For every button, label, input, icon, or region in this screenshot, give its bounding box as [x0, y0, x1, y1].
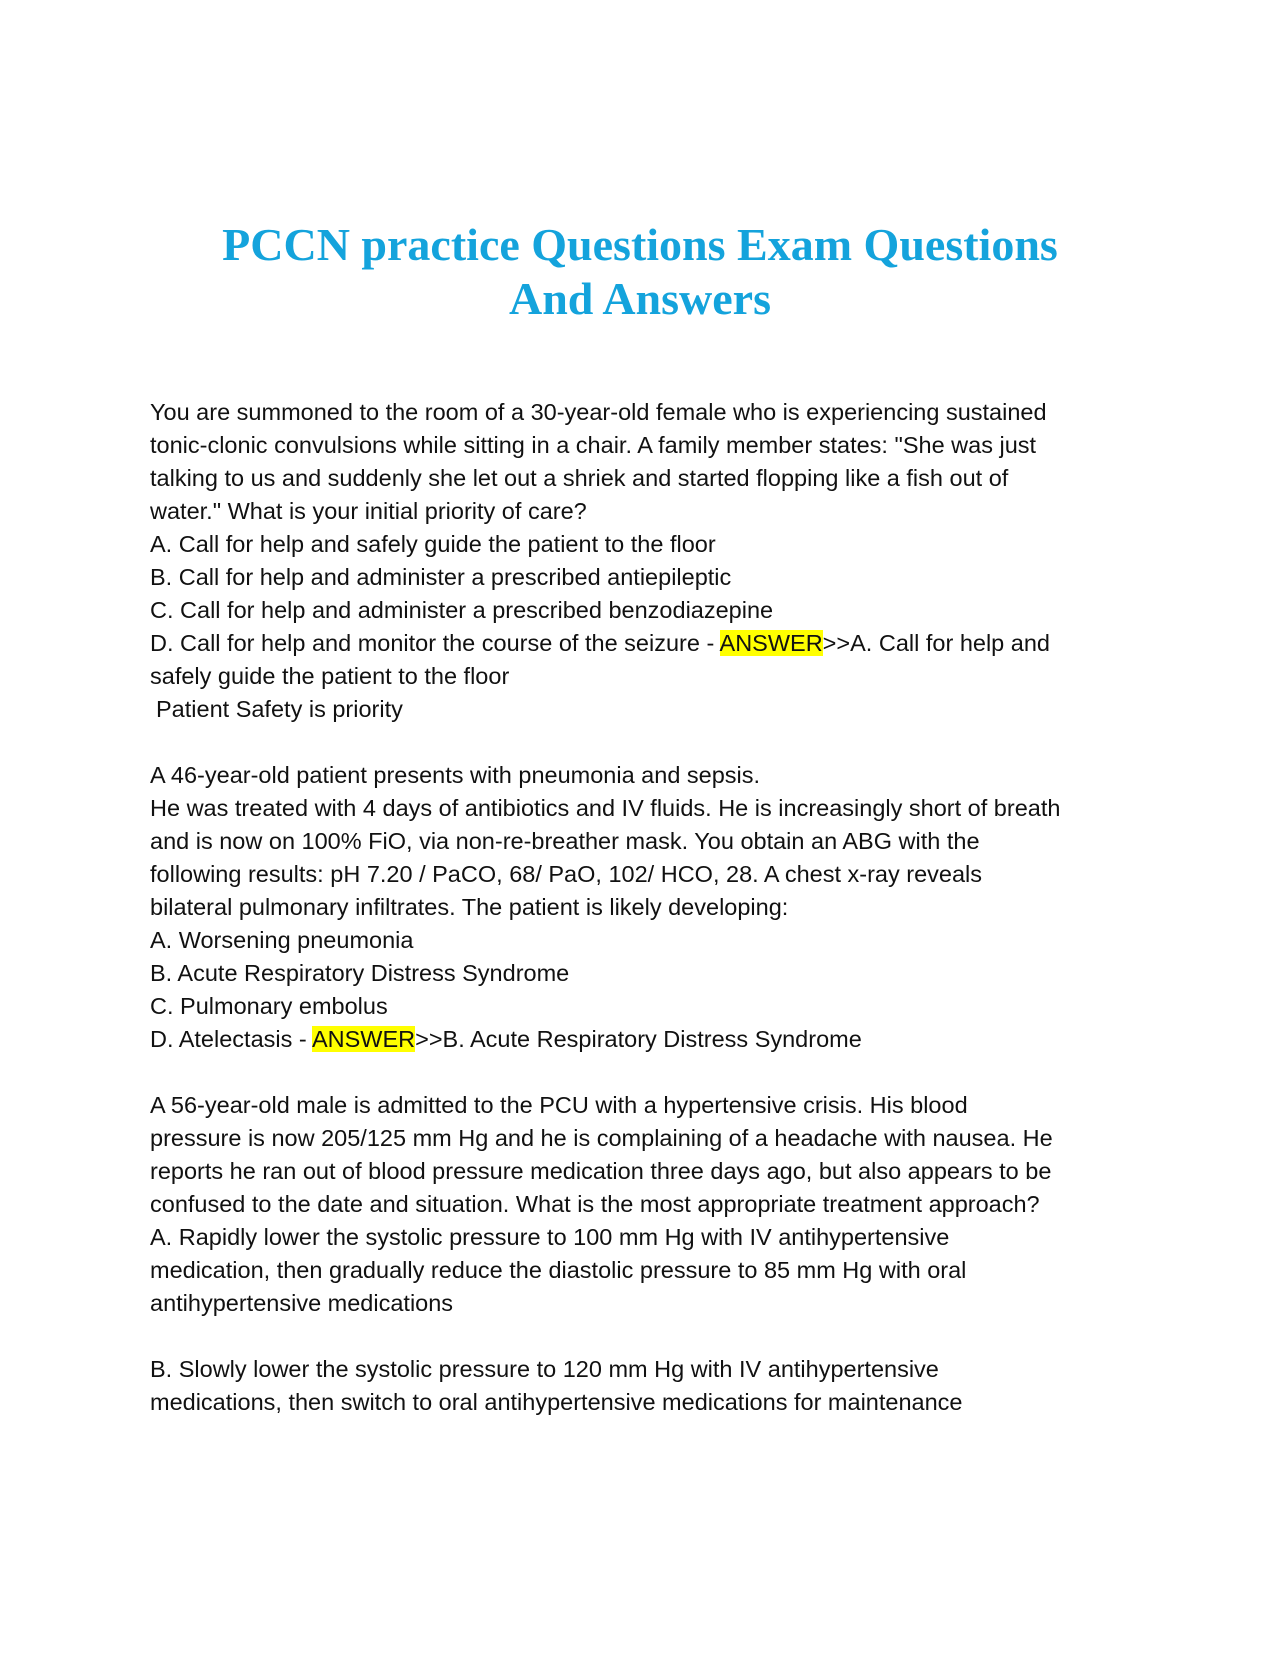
question-stem-line: He was treated with 4 days of antibiotics and IV fluids. He is increasingly short of breath — [150, 795, 1061, 821]
document-title — [130, 218, 1150, 326]
answer-option: A. Call for help and safely guide the patient to the floor — [150, 531, 716, 557]
title-line-1: PCCN practice Questions Exam Questions — [222, 219, 1058, 270]
answer-option: B. Slowly lower the systolic pressure to 120 mm Hg with IV antihypertensive — [150, 1356, 939, 1382]
question-stem-line: bilateral pulmonary infiltrates. The patient is likely developing: — [150, 894, 789, 920]
question-stem-line: A 46-year-old patient presents with pneumonia and sepsis. — [150, 762, 761, 788]
question-stem-line: You are summoned to the room of a 30-year-old female who is experiencing sustained — [150, 399, 1047, 425]
question-stem-line: confused to the date and situation. What is the most appropriate treatment approach? — [150, 1191, 1040, 1217]
answer-option: C. Pulmonary embolus — [150, 993, 388, 1019]
answer-option: medications, then switch to oral antihypertensive medications for maintenance — [150, 1389, 963, 1415]
question-stem-line: talking to us and suddenly she let out a shriek and started flopping like a fish out of — [150, 465, 1009, 491]
answer-option: antihypertensive medications — [150, 1290, 454, 1316]
question-stem-line: water." What is your initial priority of care? — [150, 498, 587, 524]
answer-option-with-answer — [150, 627, 1170, 660]
question-stem-line: following results: pH 7.20 / PaCO, 68/ PaO, 102/ HCO, 28. A chest x-ray reveals — [150, 861, 983, 887]
question-stem-line: and is now on 100% FiO, via non-re-breather mask. You obtain an ABG with the — [150, 828, 980, 854]
answer-option-with-answer — [150, 1023, 1170, 1056]
question-stem-line: pressure is now 205/125 mm Hg and he is complaining of a headache with nausea. He — [150, 1125, 1053, 1151]
option-text: D. Call for help and monitor the course of the seizure - — [150, 630, 720, 656]
spacer — [150, 1056, 1170, 1089]
spacer — [150, 726, 1170, 759]
spacer — [150, 1320, 1170, 1353]
answer-highlight: ANSWER — [719, 630, 823, 656]
answer-option: medication, then gradually reduce the diastolic pressure to 85 mm Hg with oral — [150, 1257, 967, 1283]
document-body — [150, 396, 1170, 1419]
rationale: Patient Safety is priority — [156, 696, 403, 722]
answer-option: A. Rapidly lower the systolic pressure to 100 mm Hg with IV antihypertensive — [150, 1224, 950, 1250]
question-3 — [150, 1089, 1170, 1419]
answer-option: B. Acute Respiratory Distress Syndrome — [150, 960, 570, 986]
answer-text: >>A. Call for help and — [822, 630, 1050, 656]
option-text: D. Atelectasis - — [150, 1026, 312, 1052]
answer-highlight: ANSWER — [311, 1026, 416, 1052]
question-stem-line: reports he ran out of blood pressure medication three days ago, but also appears to be — [150, 1158, 1052, 1184]
answer-text: >>B. Acute Respiratory Distress Syndrome — [415, 1026, 862, 1052]
question-2 — [150, 759, 1170, 1056]
answer-option: A. Worsening pneumonia — [150, 927, 414, 953]
answer-option: C. Call for help and administer a prescribed benzodiazepine — [150, 597, 774, 623]
question-stem-line: A 56-year-old male is admitted to the PCU with a hypertensive crisis. His blood — [150, 1092, 968, 1118]
answer-option: B. Call for help and administer a prescribed antiepileptic — [150, 564, 732, 590]
question-stem-line: tonic-clonic convulsions while sitting in a chair. A family member states: "She was just — [150, 432, 1037, 458]
question-1 — [150, 396, 1170, 726]
answer-text-continued: safely guide the patient to the floor — [150, 663, 510, 689]
title-line-2: And Answers — [508, 273, 771, 324]
